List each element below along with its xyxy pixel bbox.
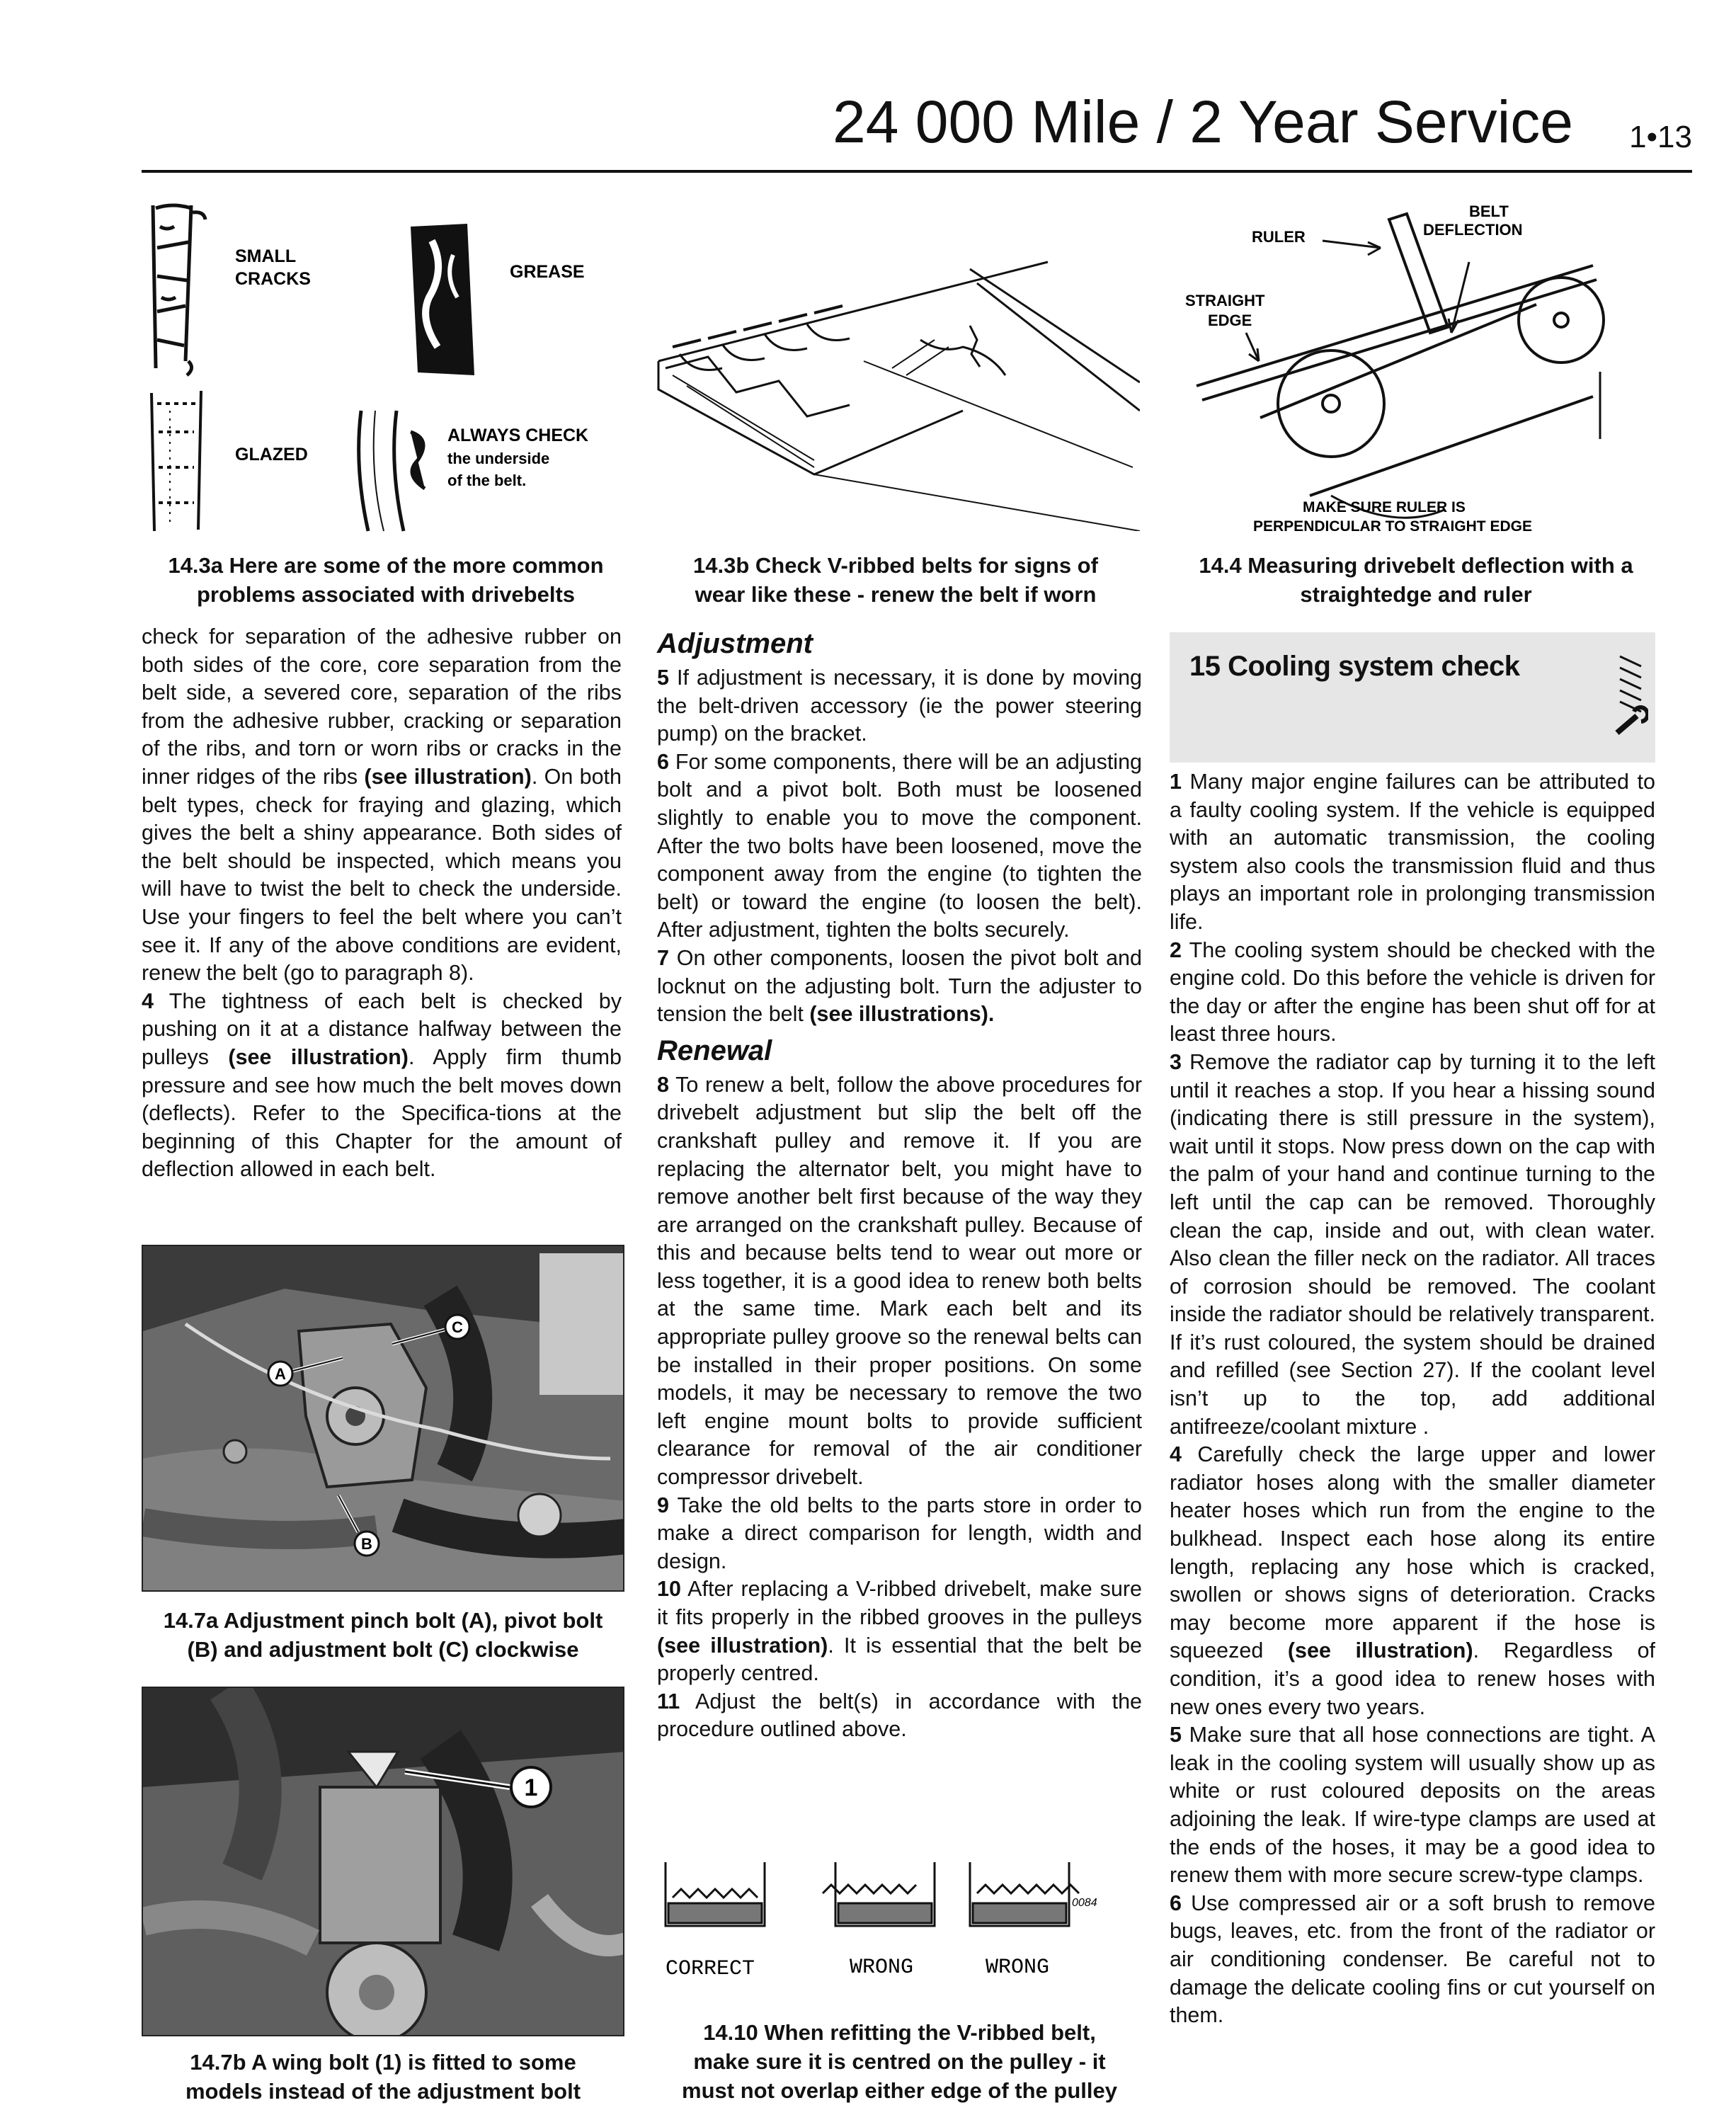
figure-14-4	[1168, 198, 1664, 538]
callout-1: 1	[524, 1774, 538, 1801]
belt-problems-illustration	[142, 198, 637, 538]
caption-14-3a	[142, 551, 630, 609]
column-3	[1170, 768, 1655, 2030]
caption-14-10	[657, 2018, 1142, 2105]
grease-belt	[411, 224, 474, 375]
figure-14-10	[658, 1848, 1147, 1983]
caption-line: wear like these - renew the belt if worn	[695, 582, 1097, 607]
always-check-label: ALWAYS CHECK	[447, 426, 589, 445]
caption-line: 14.3b Check V-ribbed belts for signs of	[693, 553, 1098, 578]
caption-line: 14.4 Measuring drivebelt deflection with a	[1199, 553, 1633, 578]
always-check-label-3: of the belt.	[447, 472, 527, 489]
photo-14-7b	[142, 1687, 624, 2036]
paragraph-5: 5 If adjustment is necessary, it is done by moving the belt-driven accessory (ie the power steering pump) on the bracket.	[657, 666, 1142, 746]
adjustment-heading: Adjustment	[657, 628, 813, 659]
paragraph-3-continued: check for separation of the adhesive rubber on both sides of the core, core separation from the belt side, a severed core, separation of the ribs from the adhesive rubber, cracking or separation of the ribs, and torn or worn ribs or cracks in the inner ridges of the ribs (see illustration). On both belt types, check for fraying and glazing, which gives the belt a shiny appearance. Both sides of the belt should be inspected, which means you will have to twist the belt to check the underside. Use your fingers to feel the belt where you can’t see it. If any of the above conditions are evident, renew the belt (go to paragraph 8).	[142, 625, 622, 986]
paragraph-11: 11 Adjust the belt(s) in accordance with the procedure outlined above.	[657, 1689, 1142, 1742]
paragraph-4: 4 Carefully check the large upper and lower radiator hoses along with the smaller diameter heater hoses which run from the engine to the bulkhead. Inspect each hose along its entire length, replacing any hose which is cracked, swollen or shows signs of deterioration. Cracks may become more apparent if the hose is squeezed (see illustration). Regardless of condition, it’s a good idea to renew hoses with new ones every two years.	[1170, 1442, 1656, 1719]
caption-14-3b	[651, 551, 1140, 609]
perpendicular-label: PERPENDICULAR TO STRAIGHT EDGE	[1253, 518, 1532, 535]
caption-line: problems associated with drivebelts	[196, 582, 576, 607]
callout-c: C	[452, 1318, 463, 1336]
paragraph-10: 10 After replacing a V-ribbed drivebelt, make sure it fits properly in the ribbed grooves in the pulleys (see illustration). It is essential that the belt be properly centred.	[657, 1577, 1142, 1686]
deflection-label: DEFLECTION	[1423, 221, 1523, 239]
engine-photo-b	[143, 1688, 624, 2036]
wrong-label-1: WRONG	[850, 1956, 914, 1980]
caption-14-7a	[142, 1606, 624, 1664]
paragraph-1: 1 Many major engine failures can be attributed to a faulty cooling system. If the vehicle is equipped with an automatic transmission, the cooling system also cools the transmission fluid and thus plays an important role in prolonging transmission life.	[1170, 770, 1655, 934]
caption-line: 14.3a Here are some of the more common	[168, 553, 604, 578]
page-title: 24 000 Mile / 2 Year Service	[833, 89, 1573, 155]
caption-line: models instead of the adjustment bolt	[185, 2079, 581, 2104]
paragraph-8: 8 To renew a belt, follow the above procedures for drivebelt adjustment but slip the belt off the crankshaft pulley and remove it. If you are replacing the alternator belt, you might have to remove another belt first because of the way they are arranged on the crankshaft pulley. Because of this and because belts tend to wear out more or less together, it is a good idea to renew both belts at the same time. Mark each belt and its appropriate pulley groove so the renewal belts can be installed in their proper positions. On some models, it may be necessary to remove the two left engine mount bolts to provide sufficient clearance for removal of the air conditioner compressor drivebelt.	[657, 1072, 1142, 1490]
grease-label: GREASE	[510, 262, 585, 282]
straight-label: STRAIGHT	[1185, 292, 1265, 309]
make-sure-label: MAKE SURE RULER IS	[1303, 499, 1466, 515]
photo-14-7a	[142, 1245, 624, 1592]
glazed-label: GLAZED	[235, 445, 308, 464]
small-cracks-label: SMALL	[235, 246, 297, 266]
paragraph-3: 3 Remove the radiator cap by turning it to the left until it reaches a stop. If you hear a hissing sound (indicating there is still pressure in the system), wait until it stops. Now press down on the cap with the palm of your hand and continue turning to the left until the cap can be removed. Thoroughly clean the cap, inside and out, with clean water. Also clean the filler neck on the radiator. All traces of corrosion should be removed. The coolant inside the radiator should be relatively transparent. If it’s rust coloured, the system should be drained and refilled (see Section 27). If the coolant level isn’t up to the top, add additional antifreeze/coolant mixture .	[1170, 1049, 1655, 1439]
section-15-header	[1170, 632, 1655, 763]
page-number: 1•13	[1629, 120, 1692, 154]
small-cracks-label-2: CRACKS	[235, 269, 311, 289]
paragraph-7: 7 On other components, loosen the pivot bolt and locknut on the adjusting bolt. Turn the adjuster to tension the belt (see illustrations).	[657, 945, 1142, 1027]
caption-line: 14.10 When refitting the V-ribbed belt,	[703, 2020, 1096, 2045]
column-1	[142, 623, 622, 1184]
figure-14-3b	[651, 255, 1140, 531]
paragraph-2: 2 The cooling system should be checked with the engine cold. Do this before the vehicle is driven for the day or after the engine has been shut off for at least three hours.	[1170, 937, 1655, 1047]
wrong-label-2: WRONG	[986, 1956, 1050, 1980]
caption-line: straightedge and ruler	[1300, 582, 1532, 607]
paragraph-6: 6 Use compressed air or a soft brush to remove bugs, leaves, etc. from the front of the radiator or air conditioning condenser. Be careful not to damage the delicate cooling fins or cut yourself on them.	[1170, 1891, 1655, 2028]
callout-a: A	[275, 1365, 286, 1383]
deflection-measurement-illustration	[1168, 198, 1664, 538]
caption-14-7b	[142, 2048, 624, 2106]
section-title: 15 Cooling system check	[1189, 651, 1520, 682]
header-rule	[142, 170, 1692, 173]
ruler-label: RULER	[1252, 228, 1306, 246]
belt-alignment-illustration	[658, 1848, 1147, 1983]
small-cracks-belt	[153, 205, 205, 375]
paragraph-9: 9 Take the old belts to the parts store in order to make a direct comparison for length, width and design.	[657, 1493, 1142, 1573]
edge-label: EDGE	[1208, 312, 1252, 329]
figure-14-3a	[142, 198, 637, 538]
caption-line: must not overlap either edge of the pulley	[682, 2078, 1117, 2103]
caption-line: 14.7b A wing bolt (1) is fitted to some	[190, 2050, 576, 2075]
caption-line: 14.7a Adjustment pinch bolt (A), pivot bolt	[163, 1608, 603, 1633]
paragraph-6: 6 For some components, there will be an adjusting bolt and a pivot bolt. Both must be loosened slightly to enable you to move the component. After the two bolts have been loosened, move the component away from the engine (to tighten the belt) or toward the engine (to loosen the belt). After adjustment, tighten the bolts securely.	[657, 749, 1142, 942]
underside-belt	[359, 411, 425, 531]
belt-label: BELT	[1469, 203, 1509, 220]
renewal-heading: Renewal	[657, 1034, 772, 1066]
caption-line: make sure it is centred on the pulley - it	[693, 2049, 1106, 2074]
caption-14-4	[1168, 551, 1664, 609]
difficulty-spanner-icon	[1613, 648, 1648, 747]
paragraph-4: 4 The tightness of each belt is checked by pushing on it at a distance halfway between the pulleys (see illustration). Apply firm thumb pressure and see how much the belt moves down (deflects). Refer to the Specifica-tions at the beginning of this Chapter for the amount of deflection allowed in each belt.	[142, 988, 622, 1182]
engine-photo-a	[143, 1246, 624, 1592]
drawing-code: 0084	[1072, 1897, 1097, 1909]
paragraph-5: 5 Make sure that all hose connections are tight. A leak in the cooling system will usually show up as white or rust coloured deposits on the areas adjoining the leak. If wire-type clamps are used at the ends of the hoses, it may be a good idea to renew them with more secure screw-type clamps.	[1170, 1723, 1655, 1888]
caption-line: (B) and adjustment bolt (C) clockwise	[187, 1637, 579, 1662]
glazed-belt	[152, 391, 201, 531]
v-ribbed-belt-illustration	[651, 255, 1140, 531]
correct-label: CORRECT	[666, 1957, 755, 1981]
always-check-label-2: the underside	[447, 450, 550, 467]
column-2	[657, 622, 1142, 1744]
callout-b: B	[361, 1535, 372, 1553]
